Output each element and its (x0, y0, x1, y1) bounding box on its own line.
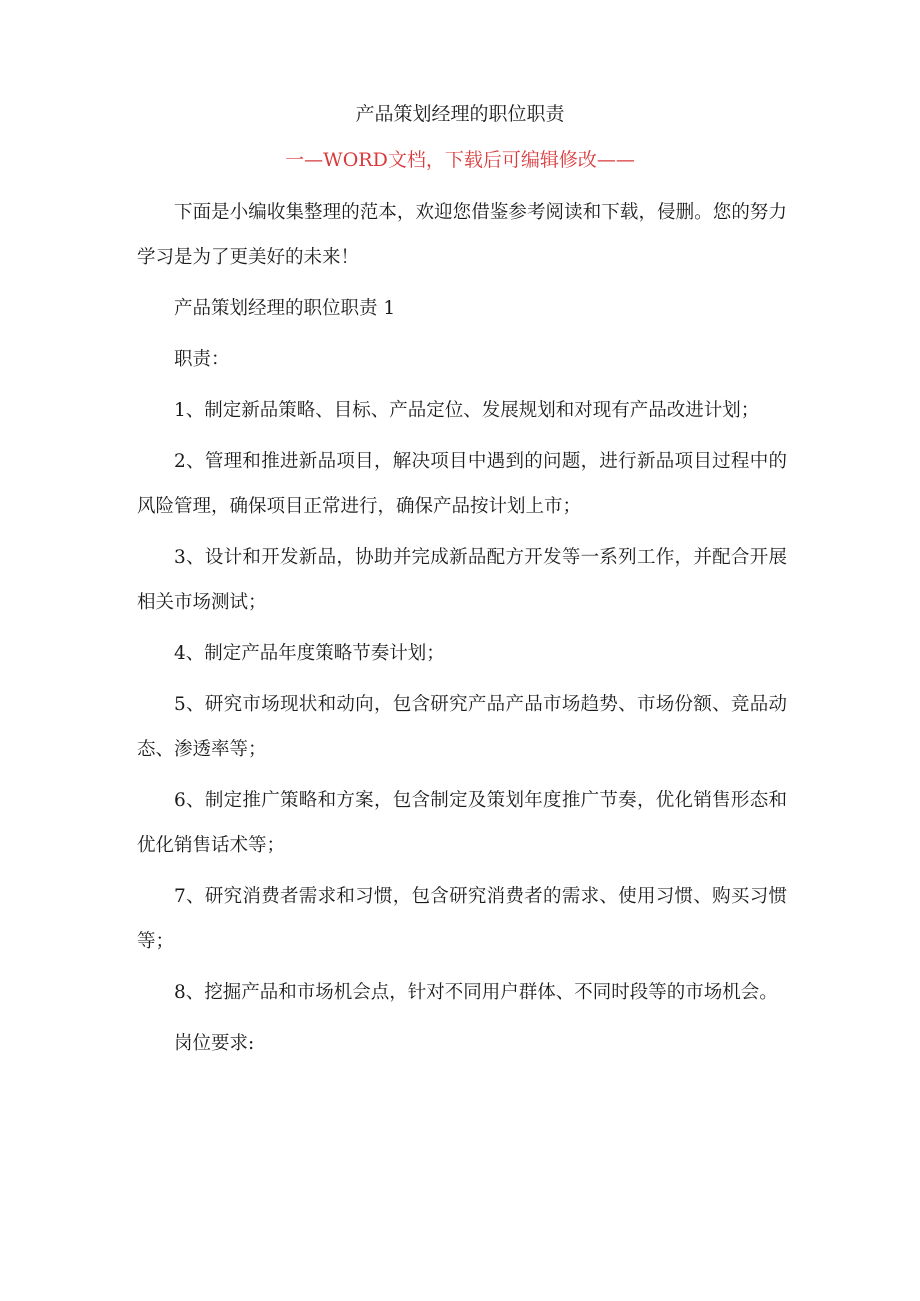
document-body (137, 190, 787, 1072)
section-heading: 产品策划经理的职位职责 1 (174, 298, 396, 319)
responsibility-item: 4、制定产品年度策略节奏计划； (174, 643, 445, 664)
document-subtitle: 一—WORD文档，下载后可编辑修改—— (285, 149, 635, 171)
responsibility-item: 2、管理和推进新品项目，解决项目中遇到的问题，进行新品项目过程中的风险管理，确保项目正常进行，确保产品按计划上市； (137, 451, 787, 517)
document-title: 产品策划经理的职位职责 (355, 103, 565, 125)
requirements-label: 岗位要求: (174, 1033, 255, 1054)
responsibility-item: 7、研究消费者需求和习惯，包含研究消费者的需求、使用习惯、购买习惯等； (137, 886, 787, 952)
responsibility-item: 6、制定推广策略和方案，包含制定及策划年度推广节奏，优化销售形态和优化销售话术等； (137, 790, 787, 856)
responsibilities-label: 职责： (174, 349, 230, 370)
responsibility-item: 3、设计和开发新品，协助并完成新品配方开发等一系列工作，并配合开展相关市场测试； (137, 547, 787, 613)
intro-paragraph: 下面是小编收集整理的范本，欢迎您借鉴参考阅读和下载，侵删。您的努力学习是为了更美好的未来！ (137, 202, 787, 268)
responsibility-item: 8、挖掘产品和市场机会点，针对不同用户群体、不同时段等的市场机会。 (174, 982, 778, 1003)
responsibility-item: 5、研究市场现状和动向，包含研究产品产品市场趋势、市场份额、竞品动态、渗透率等； (137, 694, 787, 760)
responsibility-item: 1、制定新品策略、目标、产品定位、发展规划和对现有产品改进计划； (174, 400, 760, 421)
